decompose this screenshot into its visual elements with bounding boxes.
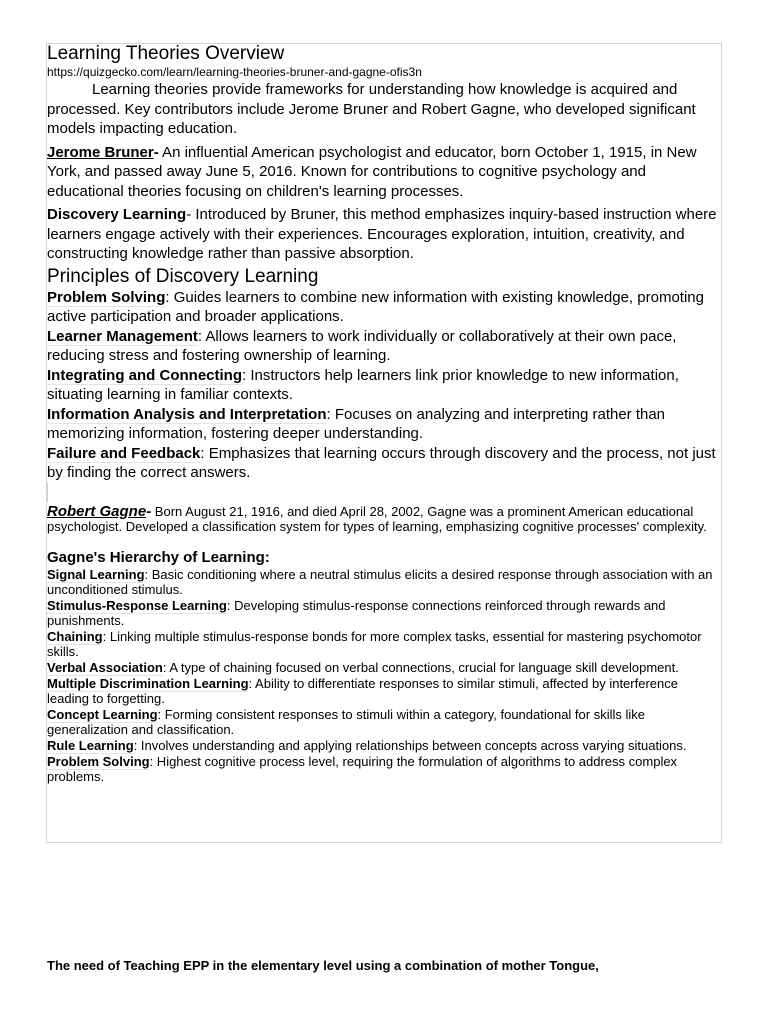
hierarchy-text: : Developing stimulus-response connections reinforced through rewards and punishments. bbox=[47, 597, 666, 629]
principle-item bbox=[47, 327, 719, 366]
principle-text: : Guides learners to combine new information with existing knowledge, promoting active participation and broader applications. bbox=[47, 288, 704, 325]
discovery-paragraph bbox=[47, 205, 719, 264]
hierarchy-term: Problem Solving bbox=[47, 753, 150, 769]
hierarchy-text: : Highest cognitive process level, requiring the formulation of algorithms to address complex problems. bbox=[47, 753, 678, 785]
hierarchy-term: Chaining bbox=[47, 628, 103, 644]
hierarchy-text: : Involves understanding and applying relationships between concepts across varying situations. bbox=[133, 738, 687, 754]
hierarchy-item bbox=[47, 707, 719, 738]
source-url[interactable]: https://quizgecko.com/learn/learning-theories-bruner-and-gagne-ofis3n bbox=[47, 65, 422, 79]
hierarchy-text: : Basic conditioning where a neutral stimulus elicits a desired response through association with an unconditioned stimulus. bbox=[47, 566, 713, 598]
document-body bbox=[47, 43, 719, 785]
hierarchy-item bbox=[47, 660, 719, 676]
principle-text: : Emphasizes that learning occurs through discovery and the process, not just by finding the correct answers. bbox=[47, 444, 716, 481]
gagne-dash: - bbox=[146, 502, 152, 520]
gagne-text: Born August 21, 1916, and died April 28, 2002, Gagne was a prominent American educational psychologist. Developed a classification system for types of learning, emphasizing cognitive processes' complexity. bbox=[47, 503, 707, 534]
document-title: Learning Theories Overview bbox=[47, 43, 285, 64]
hierarchy-item bbox=[47, 598, 719, 629]
intro-paragraph: Learning theories provide frameworks for understanding how knowledge is acquired and processed. Key contributors include Jerome Bruner and Robert Gagne, who developed significant models impacting education. bbox=[47, 81, 696, 137]
hierarchy-term: Stimulus-Response Learning bbox=[47, 597, 227, 613]
principle-text: : Instructors help learners link prior knowledge to new information, situating learning in familiar contexts. bbox=[47, 366, 679, 403]
hierarchy-item bbox=[47, 738, 719, 754]
hierarchy-term: Concept Learning bbox=[47, 706, 158, 722]
hierarchy-term: Multiple Discrimination Learning bbox=[47, 675, 249, 691]
hierarchy-text: : A type of chaining focused on verbal connections, crucial for language skill development. bbox=[162, 660, 679, 676]
principle-term: Failure and Feedback bbox=[47, 444, 201, 462]
hierarchy-term: Rule Learning bbox=[47, 738, 134, 754]
hierarchy-text: : Forming consistent responses to stimuli within a category, foundational for skills like generalization and classification. bbox=[47, 706, 645, 738]
principle-term: Integrating and Connecting bbox=[47, 366, 242, 384]
hierarchy-text: : Ability to differentiate responses to similar stimuli, affected by interference leading to forgetting. bbox=[47, 675, 678, 707]
principle-text: : Focuses on analyzing and interpreting rather than memorizing information, fostering deeper understanding. bbox=[47, 405, 666, 442]
blank-line-marker bbox=[47, 483, 719, 502]
hierarchy-term: Verbal Association bbox=[47, 660, 163, 676]
gagne-name: Robert Gagne bbox=[47, 502, 147, 520]
principle-item bbox=[47, 405, 719, 444]
hierarchy-item bbox=[47, 567, 719, 598]
next-section-heading: The need of Teaching EPP in the elementary level using a combination of mother Tongue, bbox=[47, 958, 599, 973]
hierarchy-item bbox=[47, 676, 719, 707]
discovery-term: Discovery Learning bbox=[47, 206, 187, 223]
bruner-text: An influential American psychologist and educator, born October 1, 1915, in New York, and passed away June 5, 2016. Known for contributions to cognitive psychology and educational theories focusing on children's learning processes. bbox=[47, 143, 697, 200]
hierarchy-term: Signal Learning bbox=[47, 566, 145, 582]
hierarchy-list bbox=[47, 567, 719, 785]
principles-list bbox=[47, 288, 719, 483]
hierarchy-heading: Gagne's Hierarchy of Learning: bbox=[47, 548, 270, 566]
bruner-dash: - bbox=[153, 143, 159, 161]
principle-item bbox=[47, 288, 719, 327]
bruner-paragraph bbox=[47, 143, 719, 202]
principle-text: : Allows learners to work individually or collaboratively at their own pace, reducing stress and fostering ownership of learning. bbox=[47, 327, 677, 364]
discovery-dash: - bbox=[186, 206, 192, 223]
principles-heading: Principles of Discovery Learning bbox=[47, 265, 319, 287]
principle-item bbox=[47, 444, 719, 483]
principle-term: Problem Solving bbox=[47, 288, 166, 306]
principle-term: Information Analysis and Interpretation bbox=[47, 405, 327, 423]
hierarchy-text: : Linking multiple stimulus-response bonds for more complex tasks, essential for mastering psychomotor skills. bbox=[47, 628, 702, 660]
discovery-text: Introduced by Bruner, this method emphasizes inquiry-based instruction where learners engage actively with their experiences. Encourages exploration, intuition, creativity, and constructing knowledge rather than passive absorption. bbox=[47, 206, 717, 262]
hierarchy-item bbox=[47, 754, 719, 785]
bruner-name: Jerome Bruner bbox=[47, 143, 154, 161]
gagne-paragraph bbox=[47, 504, 719, 535]
hierarchy-item bbox=[47, 629, 719, 660]
principle-term: Learner Management bbox=[47, 327, 198, 345]
principle-item bbox=[47, 366, 719, 405]
